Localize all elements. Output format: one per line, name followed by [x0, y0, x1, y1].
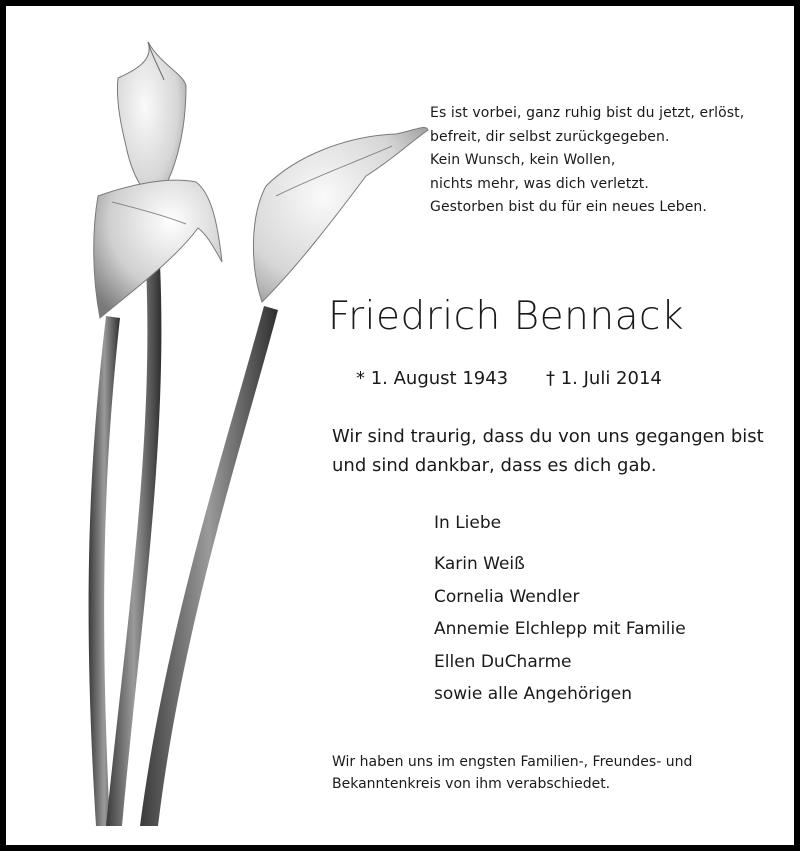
- condolence-line: Wir sind traurig, dass du von uns gegangen bist: [332, 426, 764, 447]
- poem-line: Kein Wunsch, kein Wollen,: [430, 152, 616, 168]
- condolence-line: und sind dankbar, dass es dich gab.: [332, 455, 657, 476]
- list-item: sowie alle Angehörigen: [434, 684, 633, 704]
- poem-line: Es ist vorbei, ganz ruhig bist du jetzt, erlöst,: [430, 105, 745, 121]
- poem-line: befreit, dir selbst zurückgegeben.: [430, 128, 670, 145]
- list-item: Annemie Elchlepp mit Familie: [434, 619, 686, 639]
- death-date: † 1. Juli 2014: [546, 368, 662, 389]
- poem: [430, 102, 760, 220]
- birth-date: * 1. August 1943: [356, 368, 509, 389]
- mourner-list: [434, 548, 754, 711]
- deceased-name: Friedrich Bennack: [328, 294, 685, 339]
- notice-line: Bekanntenkreis von ihm verabschiedet.: [332, 776, 611, 792]
- lily-flower-top: [117, 42, 186, 202]
- condolence-text: [332, 422, 772, 480]
- list-item: Karin Weiß: [434, 554, 525, 574]
- lily-flower-right: [253, 127, 428, 302]
- notice-line: Wir haben uns im engsten Familien-, Freundes- und: [332, 754, 693, 770]
- signature-intro: In Liebe: [434, 513, 502, 533]
- list-item: Cornelia Wendler: [434, 586, 580, 607]
- farewell-notice: [332, 751, 772, 795]
- lily-stem-right: [140, 306, 278, 826]
- list-item: Ellen DuCharme: [434, 651, 572, 672]
- life-dates: [356, 368, 696, 389]
- poem-line: nichts mehr, was dich verletzt.: [430, 175, 649, 192]
- poem-line: Gestorben bist du für ein neues Leben.: [430, 199, 707, 215]
